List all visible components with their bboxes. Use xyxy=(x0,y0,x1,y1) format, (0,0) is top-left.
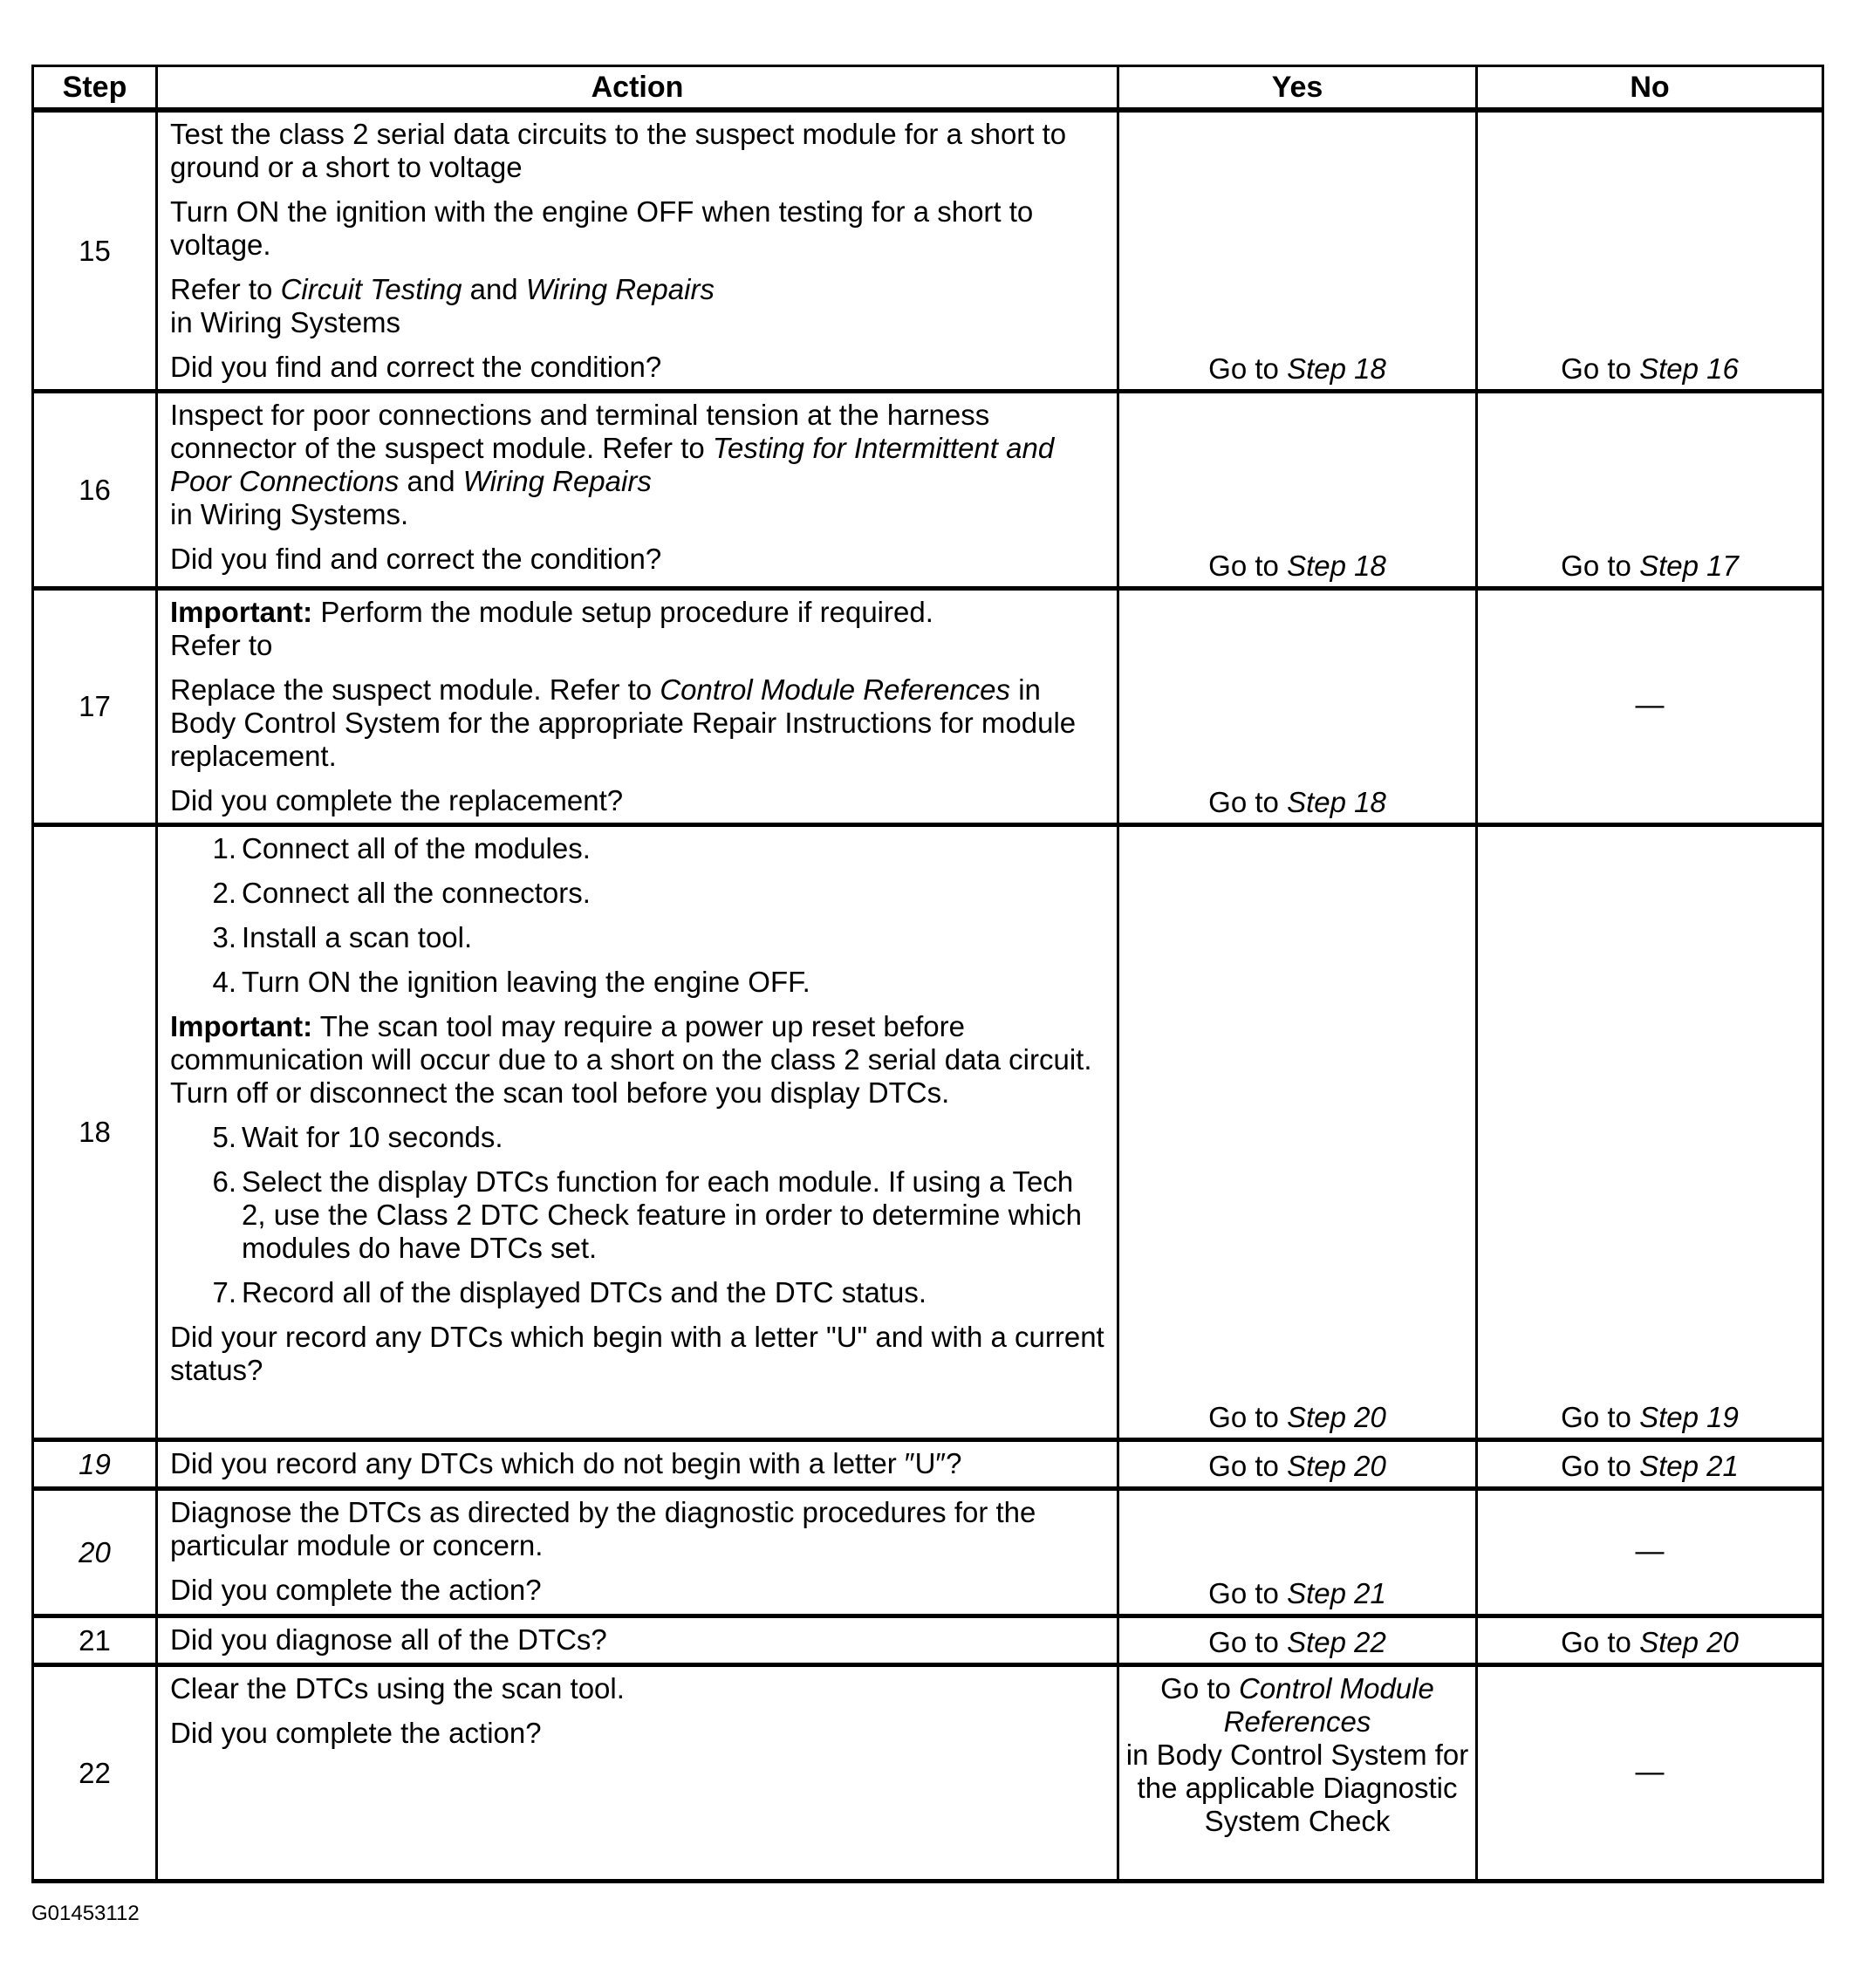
action-reference: Inspect for poor connections and terminal tension at the harness connector of the suspect module. Refer to Testing for Intermittent and Poor Connections and Wiring Repairs in Wiring Systems. xyxy=(170,399,1055,530)
no-cell: Go to Step 19 xyxy=(1477,825,1823,1440)
action-cell xyxy=(157,110,1118,392)
step-number: 16 xyxy=(33,392,157,589)
action-cell xyxy=(157,1665,1118,1882)
step-number: 19 xyxy=(33,1440,157,1489)
step-number: 21 xyxy=(33,1616,157,1665)
action-question: Did you record any DTCs which do not begin with a letter ″U″? xyxy=(170,1447,962,1479)
action-question: Did you complete the replacement? xyxy=(170,784,624,816)
no-cell: Go to Step 16 xyxy=(1477,110,1823,392)
yes-cell: Go to Step 18 xyxy=(1118,110,1477,392)
action-cell xyxy=(157,392,1118,589)
step-number: 17 xyxy=(33,589,157,825)
no-cell: Go to Step 21 xyxy=(1477,1440,1823,1489)
procedure-list xyxy=(170,832,1104,999)
action-question: Did you complete the action? xyxy=(170,1574,542,1606)
yes-cell: Go to Step 20 xyxy=(1118,825,1477,1440)
yes-cell: Go to Step 22 xyxy=(1118,1616,1477,1665)
header-row xyxy=(33,66,1823,111)
table-row xyxy=(33,392,1823,589)
action-question: Did you find and correct the condition? xyxy=(170,351,662,383)
no-cell: — xyxy=(1477,589,1823,825)
action-question: Did your record any DTCs which begin with a letter "U" and with a current status? xyxy=(170,1321,1104,1386)
no-cell: Go to Step 17 xyxy=(1477,392,1823,589)
list-item: 3. Install a scan tool. xyxy=(212,921,473,953)
action-cell xyxy=(157,1489,1118,1616)
action-cell xyxy=(157,1440,1118,1489)
header-action: Action xyxy=(157,66,1118,111)
header-step: Step xyxy=(33,66,157,111)
no-cell: Go to Step 20 xyxy=(1477,1616,1823,1665)
table-row xyxy=(33,589,1823,825)
header-no: No xyxy=(1477,66,1823,111)
table-row xyxy=(33,1489,1823,1616)
table-row xyxy=(33,1440,1823,1489)
list-item: 5. Wait for 10 seconds. xyxy=(212,1121,503,1153)
action-reference: Refer to Circuit Testing and Wiring Repairs in Wiring Systems xyxy=(170,273,715,338)
yes-cell: Go to Step 20 xyxy=(1118,1440,1477,1489)
action-cell xyxy=(157,825,1118,1440)
no-cell: — xyxy=(1477,1489,1823,1616)
table-row xyxy=(33,825,1823,1440)
important-note: Important: The scan tool may require a power up reset before communication will occur due to a short on the class 2 serial data circuit. Turn off or disconnect the scan tool before you display DTCs. xyxy=(170,1010,1092,1109)
list-item: 7. Record all of the displayed DTCs and the DTC status. xyxy=(212,1276,927,1308)
important-note: Important: Perform the module setup procedure if required. Refer to xyxy=(170,596,933,661)
diagnostic-table xyxy=(31,65,1824,1883)
step-number: 20 xyxy=(33,1489,157,1616)
figure-id: G01453112 xyxy=(31,1902,140,1925)
list-item: 2. Connect all the connectors. xyxy=(212,877,591,909)
action-text: Diagnose the DTCs as directed by the diagnostic procedures for the particular module or concern. xyxy=(170,1496,1036,1561)
no-cell: — xyxy=(1477,1665,1823,1882)
action-cell xyxy=(157,589,1118,825)
action-text: Turn ON the ignition with the engine OFF when testing for a short to voltage. xyxy=(170,195,1034,261)
action-text: Test the class 2 serial data circuits to the suspect module for a short to ground or a short to voltage xyxy=(170,118,1067,183)
header-yes: Yes xyxy=(1118,66,1477,111)
yes-cell: Go to Control Module References in Body Control System for the applicable Diagnostic System Check xyxy=(1118,1665,1477,1882)
action-cell xyxy=(157,1616,1118,1665)
step-number: 22 xyxy=(33,1665,157,1882)
action-text: Clear the DTCs using the scan tool. xyxy=(170,1672,625,1704)
list-item: 6. Select the display DTCs function for each module. If using a Tech 2, use the Class 2 DTC Check feature in order to determine which modules do have DTCs set. xyxy=(212,1165,1082,1264)
table-row xyxy=(33,1616,1823,1665)
action-question: Did you find and correct the condition? xyxy=(170,543,662,575)
action-reference: Replace the suspect module. Refer to Control Module References in Body Control System for the appropriate Repair Instructions for module replacement. xyxy=(170,673,1077,772)
yes-cell: Go to Step 18 xyxy=(1118,589,1477,825)
table-row xyxy=(33,1665,1823,1882)
procedure-list xyxy=(170,1121,1104,1309)
list-item: 4. Turn ON the ignition leaving the engine OFF. xyxy=(212,966,810,998)
step-number: 18 xyxy=(33,825,157,1440)
step-number: 15 xyxy=(33,110,157,392)
yes-cell: Go to Step 21 xyxy=(1118,1489,1477,1616)
list-item: 1. Connect all of the modules. xyxy=(212,832,591,864)
action-question: Did you diagnose all of the DTCs? xyxy=(170,1623,607,1656)
table-row xyxy=(33,110,1823,392)
yes-cell: Go to Step 18 xyxy=(1118,392,1477,589)
action-question: Did you complete the action? xyxy=(170,1717,542,1749)
